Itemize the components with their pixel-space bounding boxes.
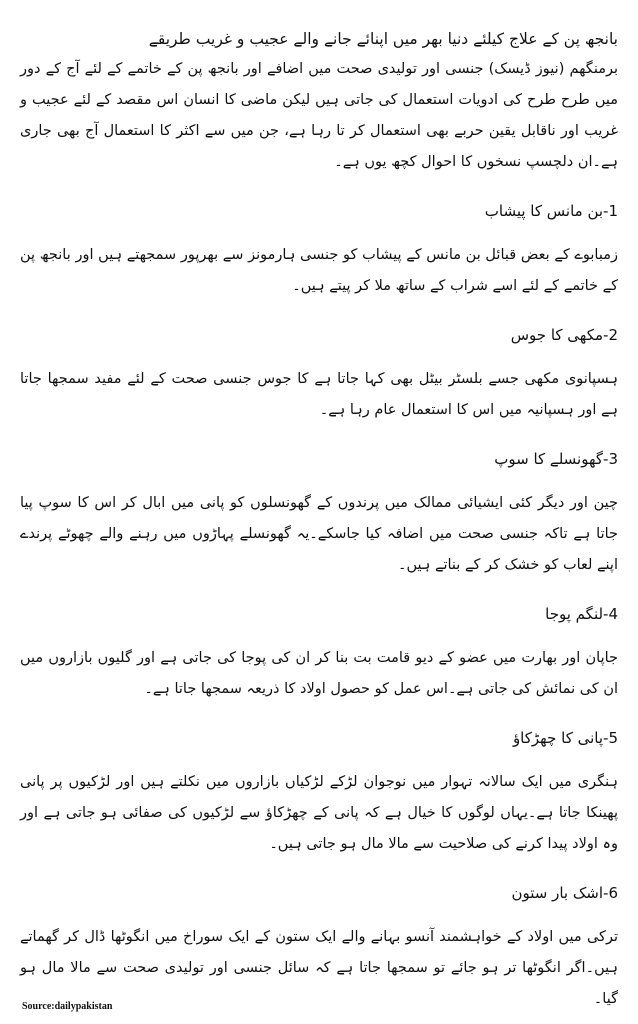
article-title: بانجھ پن کے علاج کیلئے دنیا بھر میں اپنائے جانے والے عجیب و غریب طریقے [148,30,618,48]
section-body: ترکی میں اولاد کے خواہشمند آنسو بہانے والے ایک ستون کے ایک سوراخ میں انگوٹھا ڈال کر گھماتے ہیں۔اگر انگوٹھا تر ہو جائے تو سمجھا جاتا ہے کہ سائل جنسی اور تولیدی صحت سے مالا مال ہو گیا۔ [20,929,618,1007]
section-heading: 6-اشک بار ستون [511,884,618,902]
section-body: جاپان اور بھارت میں عضو کے دیو قامت بت بنا کر ان کی پوجا کی جاتی ہے اور گلیوں بازاروں میں ان کی نمائش کی جاتی ہے۔اس عمل کو حصول اولاد کا ذریعہ سمجھا جاتا ہے۔ [20,650,618,697]
section-heading: 4-لنگم پوجا [545,605,618,623]
section-body: ہسپانوی مکھی جسے بلسٹر بیٹل بھی کہا جاتا ہے کا جوس جنسی صحت کے لئے مفید سمجھا جاتا ہے اور ہسپانیہ میں اس کا استعمال عام رہا ہے۔ [20,371,618,418]
section-heading: 1-بن مانس کا پیشاب [484,202,618,220]
section-body: ہنگری میں ایک سالانہ تہوار میں نوجوان لڑکے لڑکیاں بازاروں میں نکلتے ہیں اور لڑکیوں پر پانی پھینکا جاتا ہے۔یہاں لوگوں کا خیال ہے کہ پانی کے چھڑکاؤ سے لڑکیوں کی صفائی ہو جاتی ہے اور وہ اولاد پیدا کرنے کی صلاحیت سے مالا مال ہو جاتی ہیں۔ [20,774,618,852]
section-heading: 3-گھونسلے کا سوپ [494,450,618,468]
source-credit: Source:dailypakistan [22,1001,113,1012]
section-heading: 5-پانی کا چھڑکاؤ [512,729,618,747]
section-body: زمبابوے کے بعض قبائل بن مانس کے پیشاب کو جنسی ہارمونز سے بھرپور سمجھتے ہیں اور بانجھ پن کے خاتمے کے لئے اسے شراب کے ساتھ ملا کر پیتے ہیں۔ [20,247,618,294]
section-heading: 2-مکھی کا جوس [510,326,618,344]
article-intro: برمنگھم (نیوز ڈیسک) جنسی اور تولیدی صحت میں اضافے اور بانجھ پن کے خاتمے کے لئے آج کے دور میں طرح طرح کی ادویات استعمال کی جاتی ہیں لیکن ماضی کا انسان اس مقصد کے لئے عجیب و غریب اور ناقابل یقین حربے بھی استعمال کر تا رہا ہے، جن میں سے اکثر کا استعمال آج بھی جاری ہے۔ان دلچسپ نسخوں کا احوال کچھ یوں ہے۔ [20,61,618,170]
section-body: چین اور دیگر کئی ایشیائی ممالک میں پرندوں کے گھونسلوں کو پانی میں ابال کر اس کا سوپ پیا جاتا ہے تاکہ جنسی صحت میں اضافہ کیا جاسکے۔یہ گھونسلے پہاڑوں میں رہنے والے چھوٹے پرندے اپنے لعاب کو خشک کر کے بناتے ہیں۔ [20,495,618,573]
